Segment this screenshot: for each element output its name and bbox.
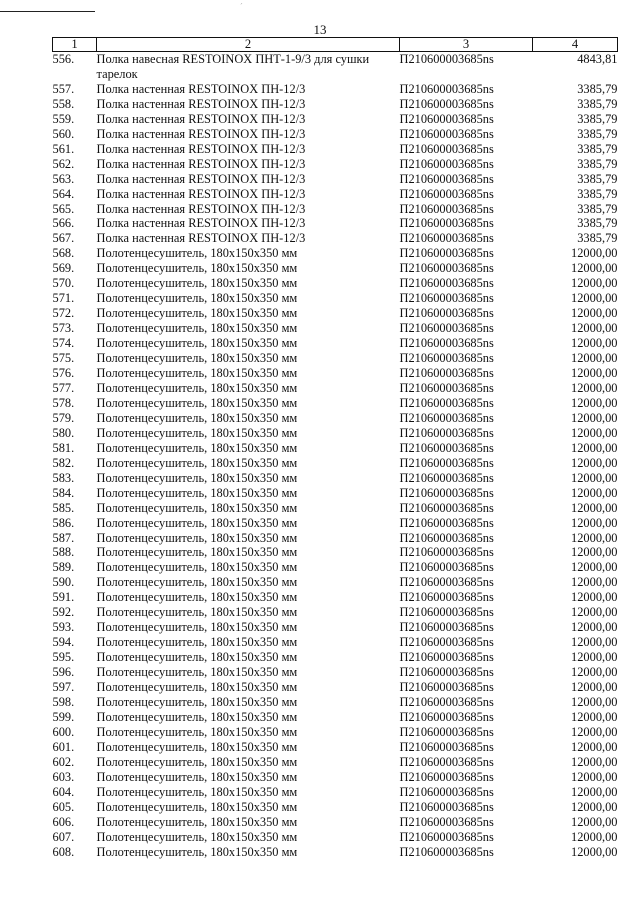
item-price: 3385,79 [577, 171, 618, 186]
table-row [53, 336, 618, 351]
column-header-price: 4 [533, 38, 618, 52]
table-row [53, 575, 618, 590]
table-row [53, 740, 618, 755]
table-row [53, 157, 618, 172]
item-name: Полотенцесушитель, 180x150x350 мм [96, 455, 298, 470]
row-number: 578. [52, 395, 75, 410]
item-name: Полка настенная RESTOINOX ПН-12/3 [96, 81, 306, 96]
item-price: 12000,00 [571, 455, 618, 470]
row-number: 592. [52, 605, 75, 620]
item-code: П210600003685ns [399, 515, 494, 530]
item-code: П210600003685ns [399, 665, 494, 680]
table-row [53, 620, 618, 635]
item-name: Полотенцесушитель, 180x150x350 мм [96, 590, 298, 605]
table-row [53, 665, 618, 680]
item-code: П210600003685ns [399, 590, 494, 605]
item-code: П210600003685ns [399, 754, 494, 769]
item-name: Полотенцесушитель, 180x150x350 мм [96, 545, 298, 560]
item-price: 12000,00 [571, 425, 618, 440]
item-name: Полотенцесушитель, 180x150x350 мм [96, 395, 298, 410]
table-row [53, 545, 618, 560]
row-number: 595. [52, 650, 75, 665]
item-code: П210600003685ns [399, 261, 494, 276]
item-name: Полотенцесушитель, 180x150x350 мм [96, 694, 298, 709]
item-code: П210600003685ns [399, 366, 494, 381]
table-row [53, 172, 618, 187]
item-name: Полотенцесушитель, 180x150x350 мм [96, 261, 298, 276]
item-code: П210600003685ns [399, 440, 494, 455]
item-code: П210600003685ns [399, 575, 494, 590]
column-header-number: 1 [53, 38, 97, 52]
item-code: П210600003685ns [399, 470, 494, 485]
row-number: 564. [52, 186, 75, 201]
row-number: 596. [52, 665, 75, 680]
row-number: 575. [52, 351, 75, 366]
item-name: Полотенцесушитель, 180x150x350 мм [96, 680, 298, 695]
item-name: Полотенцесушитель, 180x150x350 мм [96, 724, 298, 739]
row-number: 601. [52, 739, 75, 754]
row-number: 598. [52, 694, 75, 709]
item-code: П210600003685ns [399, 709, 494, 724]
row-number: 569. [52, 261, 75, 276]
item-code: П210600003685ns [399, 425, 494, 440]
item-code: П210600003685ns [399, 291, 494, 306]
table-row [53, 456, 618, 471]
item-price: 3385,79 [577, 141, 618, 156]
item-name: Полотенцесушитель, 180x150x350 мм [96, 321, 298, 336]
row-number: 597. [52, 680, 75, 695]
table-row [53, 560, 618, 575]
item-name: Полотенцесушитель, 180x150x350 мм [96, 470, 298, 485]
row-number: 604. [52, 784, 75, 799]
item-code: П210600003685ns [399, 799, 494, 814]
row-number: 561. [52, 141, 75, 156]
item-name: Полотенцесушитель, 180x150x350 мм [96, 530, 298, 545]
item-price: 12000,00 [571, 351, 618, 366]
table-row [53, 411, 618, 426]
row-number: 559. [52, 111, 75, 126]
item-price: 3385,79 [577, 156, 618, 171]
row-number: 606. [52, 814, 75, 829]
table-row [53, 785, 618, 800]
row-number: 607. [52, 829, 75, 844]
row-number: 602. [52, 754, 75, 769]
table-row [53, 680, 618, 695]
row-number: 584. [52, 485, 75, 500]
table-row [53, 112, 618, 127]
item-price: 12000,00 [571, 605, 618, 620]
item-name: Полка настенная RESTOINOX ПН-12/3 [96, 201, 306, 216]
item-code: П210600003685ns [399, 246, 494, 261]
item-price: 3385,79 [577, 216, 618, 231]
item-name: Полотенцесушитель, 180x150x350 мм [96, 500, 298, 515]
item-name: Полотенцесушитель, 180x150x350 мм [96, 351, 298, 366]
table-row [53, 800, 618, 815]
item-price: 4843,81 [577, 52, 618, 66]
item-price: 12000,00 [571, 799, 618, 814]
table-row [53, 755, 618, 770]
column-header-code: 3 [400, 38, 533, 52]
item-price: 12000,00 [571, 724, 618, 739]
table-row [53, 830, 618, 845]
item-price: 12000,00 [571, 754, 618, 769]
item-name: Полотенцесушитель, 180x150x350 мм [96, 515, 298, 530]
item-code: П210600003685ns [399, 814, 494, 829]
row-number: 557. [52, 81, 75, 96]
row-number: 586. [52, 515, 75, 530]
item-name: Полотенцесушитель, 180x150x350 мм [96, 769, 298, 784]
item-code: П210600003685ns [399, 96, 494, 111]
item-name: Полотенцесушитель, 180x150x350 мм [96, 665, 298, 680]
table-row [53, 590, 618, 605]
row-number: 567. [52, 231, 75, 246]
row-number: 558. [52, 96, 75, 111]
item-price: 12000,00 [571, 515, 618, 530]
item-name: Полка настенная RESTOINOX ПН-12/3 [96, 231, 306, 246]
item-code: П210600003685ns [399, 784, 494, 799]
item-price: 3385,79 [577, 81, 618, 96]
item-name: Полотенцесушитель, 180x150x350 мм [96, 620, 298, 635]
item-price: 12000,00 [571, 380, 618, 395]
table-row [53, 695, 618, 710]
table-row [53, 366, 618, 381]
row-number: 576. [52, 366, 75, 381]
item-name: Полотенцесушитель, 180x150x350 мм [96, 440, 298, 455]
column-header-name: 2 [97, 38, 400, 52]
item-code: П210600003685ns [399, 829, 494, 844]
table-row [53, 127, 618, 142]
item-name: Полка настенная RESTOINOX ПН-12/3 [96, 216, 306, 231]
row-number: 608. [52, 844, 75, 859]
table-row [53, 216, 618, 231]
item-code: П210600003685ns [399, 126, 494, 141]
item-code: П210600003685ns [399, 620, 494, 635]
item-code: П210600003685ns [399, 410, 494, 425]
row-number: 566. [52, 216, 75, 231]
table-row [53, 276, 618, 291]
row-number: 565. [52, 201, 75, 216]
item-price: 12000,00 [571, 366, 618, 381]
table-row [53, 486, 618, 501]
table-row [53, 261, 618, 276]
item-price: 12000,00 [571, 306, 618, 321]
item-code: П210600003685ns [399, 52, 494, 66]
header-row [53, 38, 618, 52]
row-number: 587. [52, 530, 75, 545]
item-price: 12000,00 [571, 635, 618, 650]
item-name: Полотенцесушитель, 180x150x350 мм [96, 844, 298, 859]
item-price: 12000,00 [571, 590, 618, 605]
row-number: 599. [52, 709, 75, 724]
row-number: 579. [52, 410, 75, 425]
table-row [53, 187, 618, 202]
row-number: 594. [52, 635, 75, 650]
item-name: Полка настенная RESTOINOX ПН-12/3 [96, 186, 306, 201]
item-code: П210600003685ns [399, 635, 494, 650]
item-code: П210600003685ns [399, 276, 494, 291]
item-name: Полотенцесушитель, 180x150x350 мм [96, 276, 298, 291]
item-code: П210600003685ns [399, 81, 494, 96]
item-price: 12000,00 [571, 485, 618, 500]
row-number: 562. [52, 156, 75, 171]
row-number: 572. [52, 306, 75, 321]
item-name: Полотенцесушитель, 180x150x350 мм [96, 366, 298, 381]
item-code: П210600003685ns [399, 321, 494, 336]
row-number: 600. [52, 724, 75, 739]
item-price: 12000,00 [571, 844, 618, 859]
table-row [53, 845, 618, 860]
table-row [53, 202, 618, 217]
item-price: 12000,00 [571, 694, 618, 709]
item-price: 12000,00 [571, 575, 618, 590]
item-name: Полка настенная RESTOINOX ПН-12/3 [96, 141, 306, 156]
item-code: П210600003685ns [399, 336, 494, 351]
item-price: 12000,00 [571, 470, 618, 485]
table-row [53, 531, 618, 546]
item-name: Полотенцесушитель, 180x150x350 мм [96, 380, 298, 395]
item-name: Полотенцесушитель, 180x150x350 мм [96, 291, 298, 306]
table-row [53, 471, 618, 486]
item-code: П210600003685ns [399, 186, 494, 201]
item-name: Полка настенная RESTOINOX ПН-12/3 [96, 156, 306, 171]
item-code: П210600003685ns [399, 560, 494, 575]
item-code: П210600003685ns [399, 380, 494, 395]
top-rule [0, 11, 95, 12]
row-number: 593. [52, 620, 75, 635]
table-row [53, 97, 618, 112]
item-code: П210600003685ns [399, 769, 494, 784]
item-code: П210600003685ns [399, 739, 494, 754]
item-code: П210600003685ns [399, 680, 494, 695]
item-price: 12000,00 [571, 665, 618, 680]
item-code: П210600003685ns [399, 485, 494, 500]
item-code: П210600003685ns [399, 650, 494, 665]
item-code: П210600003685ns [399, 351, 494, 366]
item-price: 3385,79 [577, 96, 618, 111]
item-code: П210600003685ns [399, 156, 494, 171]
table-row [53, 605, 618, 620]
item-price: 12000,00 [571, 650, 618, 665]
page-number: 13 [313, 22, 327, 37]
item-price: 12000,00 [571, 291, 618, 306]
item-name: Полотенцесушитель, 180x150x350 мм [96, 799, 298, 814]
item-name: Полотенцесушитель, 180x150x350 мм [96, 246, 298, 261]
item-name: Полотенцесушитель, 180x150x350 мм [96, 336, 298, 351]
item-price: 3385,79 [577, 231, 618, 246]
table-row [53, 306, 618, 321]
item-price: 12000,00 [571, 395, 618, 410]
item-name: Полотенцесушитель, 180x150x350 мм [96, 306, 298, 321]
row-number: 583. [52, 470, 75, 485]
table-row [53, 770, 618, 785]
item-code: П210600003685ns [399, 306, 494, 321]
item-code: П210600003685ns [399, 171, 494, 186]
table-row [53, 501, 618, 516]
item-name: Полка навесная RESTOINOX ПНТ-1-9/3 для сушки тарелок [96, 52, 370, 81]
table-row [53, 426, 618, 441]
item-price: 3385,79 [577, 201, 618, 216]
item-price: 12000,00 [571, 709, 618, 724]
item-price: 12000,00 [571, 739, 618, 754]
item-price: 12000,00 [571, 500, 618, 515]
item-price: 12000,00 [571, 545, 618, 560]
row-number: 570. [52, 276, 75, 291]
item-name: Полотенцесушитель, 180x150x350 мм [96, 650, 298, 665]
table-row [53, 246, 618, 261]
item-name: Полотенцесушитель, 180x150x350 мм [96, 814, 298, 829]
item-code: П210600003685ns [399, 111, 494, 126]
table-row [53, 650, 618, 665]
table-row [53, 516, 618, 531]
item-price: 12000,00 [571, 261, 618, 276]
item-price: 3385,79 [577, 126, 618, 141]
item-price: 12000,00 [571, 321, 618, 336]
row-number: 563. [52, 171, 75, 186]
scan-speck: ˊ [240, 2, 243, 11]
item-price: 12000,00 [571, 769, 618, 784]
item-price: 12000,00 [571, 560, 618, 575]
item-name: Полка настенная RESTOINOX ПН-12/3 [96, 111, 306, 126]
row-number: 577. [52, 380, 75, 395]
row-number: 605. [52, 799, 75, 814]
item-code: П210600003685ns [399, 500, 494, 515]
table-row [53, 231, 618, 246]
item-name: Полотенцесушитель, 180x150x350 мм [96, 739, 298, 754]
item-name: Полка настенная RESTOINOX ПН-12/3 [96, 96, 306, 111]
item-name: Полотенцесушитель, 180x150x350 мм [96, 635, 298, 650]
row-number: 589. [52, 560, 75, 575]
row-number: 580. [52, 425, 75, 440]
table-row [53, 291, 618, 306]
table-row [53, 321, 618, 336]
item-code: П210600003685ns [399, 455, 494, 470]
table-row [53, 142, 618, 157]
table-row [53, 441, 618, 456]
item-code: П210600003685ns [399, 216, 494, 231]
table-row [53, 815, 618, 830]
item-code: П210600003685ns [399, 605, 494, 620]
item-name: Полотенцесушитель, 180x150x350 мм [96, 410, 298, 425]
item-name: Полотенцесушитель, 180x150x350 мм [96, 485, 298, 500]
row-number: 581. [52, 440, 75, 455]
row-number: 591. [52, 590, 75, 605]
item-code: П210600003685ns [399, 844, 494, 859]
item-code: П210600003685ns [399, 141, 494, 156]
item-name: Полотенцесушитель, 180x150x350 мм [96, 829, 298, 844]
row-number: 568. [52, 246, 75, 261]
item-price: 12000,00 [571, 440, 618, 455]
item-name: Полотенцесушитель, 180x150x350 мм [96, 560, 298, 575]
item-name: Полотенцесушитель, 180x150x350 мм [96, 709, 298, 724]
item-price: 12000,00 [571, 336, 618, 351]
item-code: П210600003685ns [399, 231, 494, 246]
item-name: Полотенцесушитель, 180x150x350 мм [96, 425, 298, 440]
table-row [53, 381, 618, 396]
item-name: Полотенцесушитель, 180x150x350 мм [96, 754, 298, 769]
table-row [53, 710, 618, 725]
item-name: Полка настенная RESTOINOX ПН-12/3 [96, 171, 306, 186]
item-name: Полотенцесушитель, 180x150x350 мм [96, 784, 298, 799]
row-number: 590. [52, 575, 75, 590]
table-row [53, 351, 618, 366]
item-code: П210600003685ns [399, 395, 494, 410]
item-price: 12000,00 [571, 276, 618, 291]
item-price: 12000,00 [571, 680, 618, 695]
row-number: 603. [52, 769, 75, 784]
item-code: П210600003685ns [399, 724, 494, 739]
table-row [53, 635, 618, 650]
item-name: Полотенцесушитель, 180x150x350 мм [96, 605, 298, 620]
table-row [53, 396, 618, 411]
item-price: 3385,79 [577, 111, 618, 126]
item-name: Полка настенная RESTOINOX ПН-12/3 [96, 126, 306, 141]
row-number: 582. [52, 455, 75, 470]
row-number: 573. [52, 321, 75, 336]
item-price: 12000,00 [571, 410, 618, 425]
item-code: П210600003685ns [399, 530, 494, 545]
item-price: 12000,00 [571, 814, 618, 829]
row-number: 585. [52, 500, 75, 515]
row-number: 571. [52, 291, 75, 306]
table-row [53, 82, 618, 97]
row-number: 556. [52, 52, 75, 66]
item-price: 12000,00 [571, 829, 618, 844]
item-price: 3385,79 [577, 186, 618, 201]
table-row [53, 725, 618, 740]
item-price: 12000,00 [571, 246, 618, 261]
row-number: 574. [52, 336, 75, 351]
table-row [53, 52, 618, 82]
item-code: П210600003685ns [399, 201, 494, 216]
item-price: 12000,00 [571, 530, 618, 545]
item-price: 12000,00 [571, 620, 618, 635]
inventory-table [52, 37, 618, 859]
item-name: Полотенцесушитель, 180x150x350 мм [96, 575, 298, 590]
item-code: П210600003685ns [399, 545, 494, 560]
item-price: 12000,00 [571, 784, 618, 799]
row-number: 588. [52, 545, 75, 560]
row-number: 560. [52, 126, 75, 141]
item-code: П210600003685ns [399, 694, 494, 709]
